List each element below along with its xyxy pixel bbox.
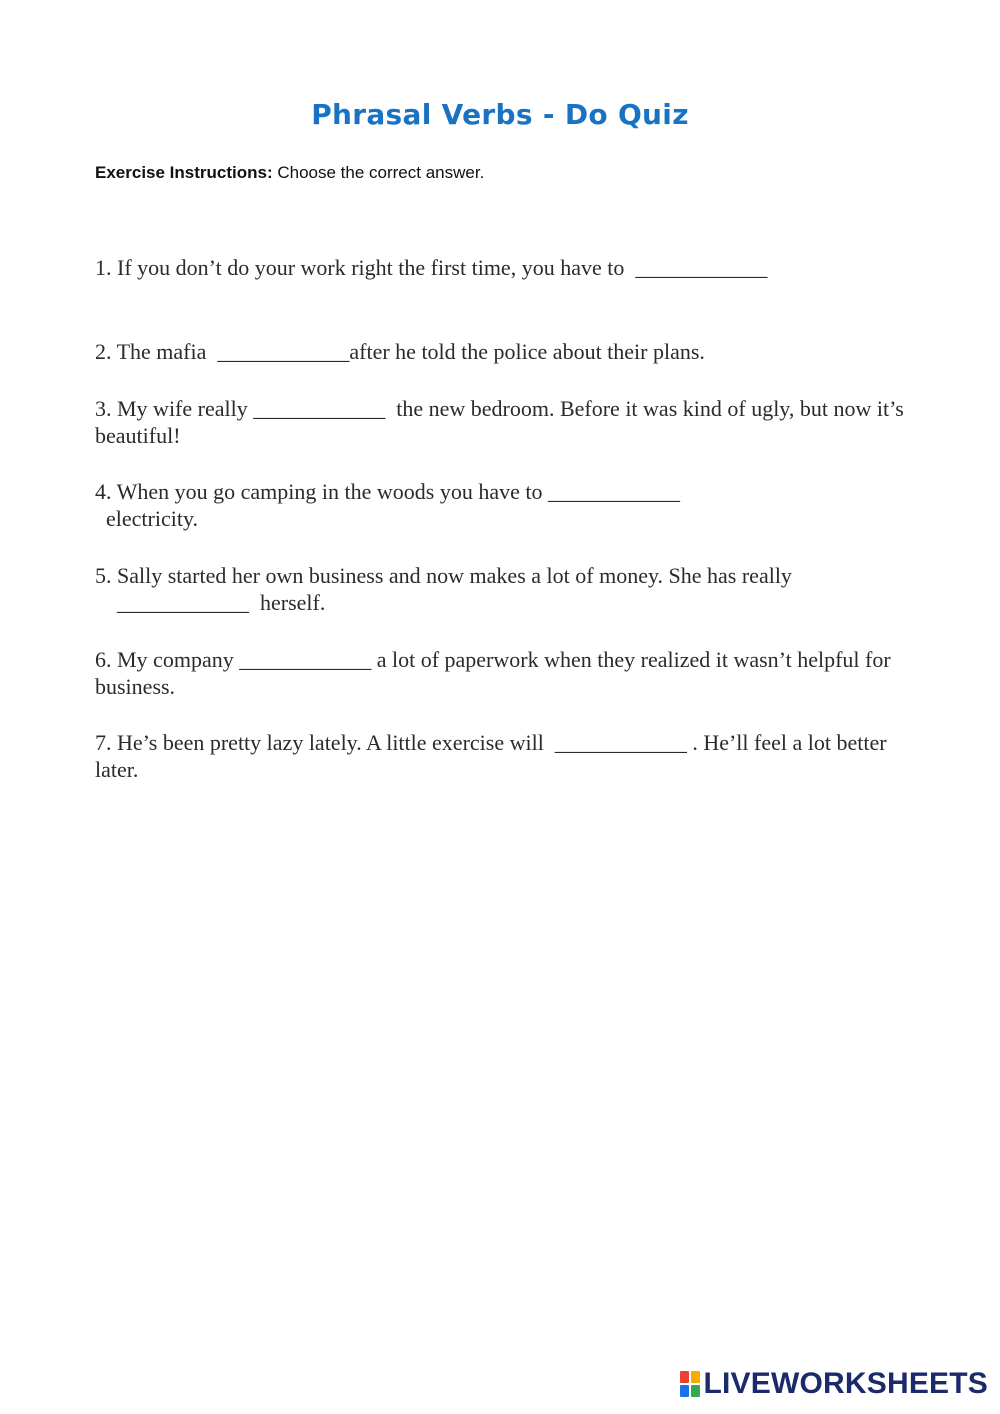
question-5 — [95, 562, 925, 616]
question-7-text-after: . He’ll feel a lot better later. — [95, 730, 893, 782]
logo-square-green — [691, 1385, 700, 1397]
question-2-text-after: after he told the police about their plans. — [349, 339, 705, 364]
logo-square-blue — [680, 1385, 689, 1397]
exercise-instructions — [95, 163, 484, 183]
question-4 — [95, 478, 925, 532]
question-7-blank[interactable]: ____________ — [554, 730, 687, 755]
instructions-label: Exercise Instructions: — [95, 163, 273, 182]
question-6 — [95, 646, 925, 700]
question-5-text-after: herself. — [249, 590, 326, 615]
question-3 — [95, 395, 925, 449]
logo-square-red — [680, 1371, 689, 1383]
instructions-text: Choose the correct answer. — [272, 163, 485, 182]
question-4-blank[interactable]: ____________ — [547, 479, 680, 504]
question-1 — [95, 254, 925, 281]
question-3-text-after: the new bedroom. Before it was kind of ugly, but now it’s beautiful! — [95, 396, 910, 448]
question-3-blank[interactable]: ____________ — [253, 396, 386, 421]
question-6-blank[interactable]: ____________ — [239, 647, 372, 672]
question-5-blank[interactable]: ____________ — [117, 590, 249, 615]
liveworksheets-logo-icon — [680, 1371, 700, 1397]
liveworksheets-brand — [680, 1364, 989, 1404]
question-1-blank[interactable]: ____________ — [635, 255, 768, 280]
question-2-text-before: 2. The mafia — [95, 339, 218, 364]
question-5-text-before: 5. Sally started her own business and now makes a lot of money. She has really — [95, 563, 792, 588]
logo-square-yellow — [691, 1371, 700, 1383]
question-2 — [95, 338, 925, 365]
liveworksheets-wordmark: LIVEWORKSHEETS — [703, 1367, 988, 1400]
question-7-text-before: 7. He’s been pretty lazy lately. A little exercise will — [95, 730, 555, 755]
question-4-text-before: 4. When you go camping in the woods you have to — [95, 479, 548, 504]
question-7 — [95, 729, 925, 783]
question-2-blank[interactable]: ____________ — [217, 339, 350, 364]
question-6-text-before: 6. My company — [95, 647, 240, 672]
page-title: Phrasal Verbs - Do Quiz — [311, 98, 689, 131]
question-3-text-before: 3. My wife really — [95, 396, 254, 421]
question-6-text-after: a lot of paperwork when they realized it wasn’t helpful for business. — [95, 647, 897, 699]
question-4-text-after: electricity. — [106, 506, 199, 531]
question-1-text-before: 1. If you don’t do your work right the first time, you have to — [95, 255, 636, 280]
